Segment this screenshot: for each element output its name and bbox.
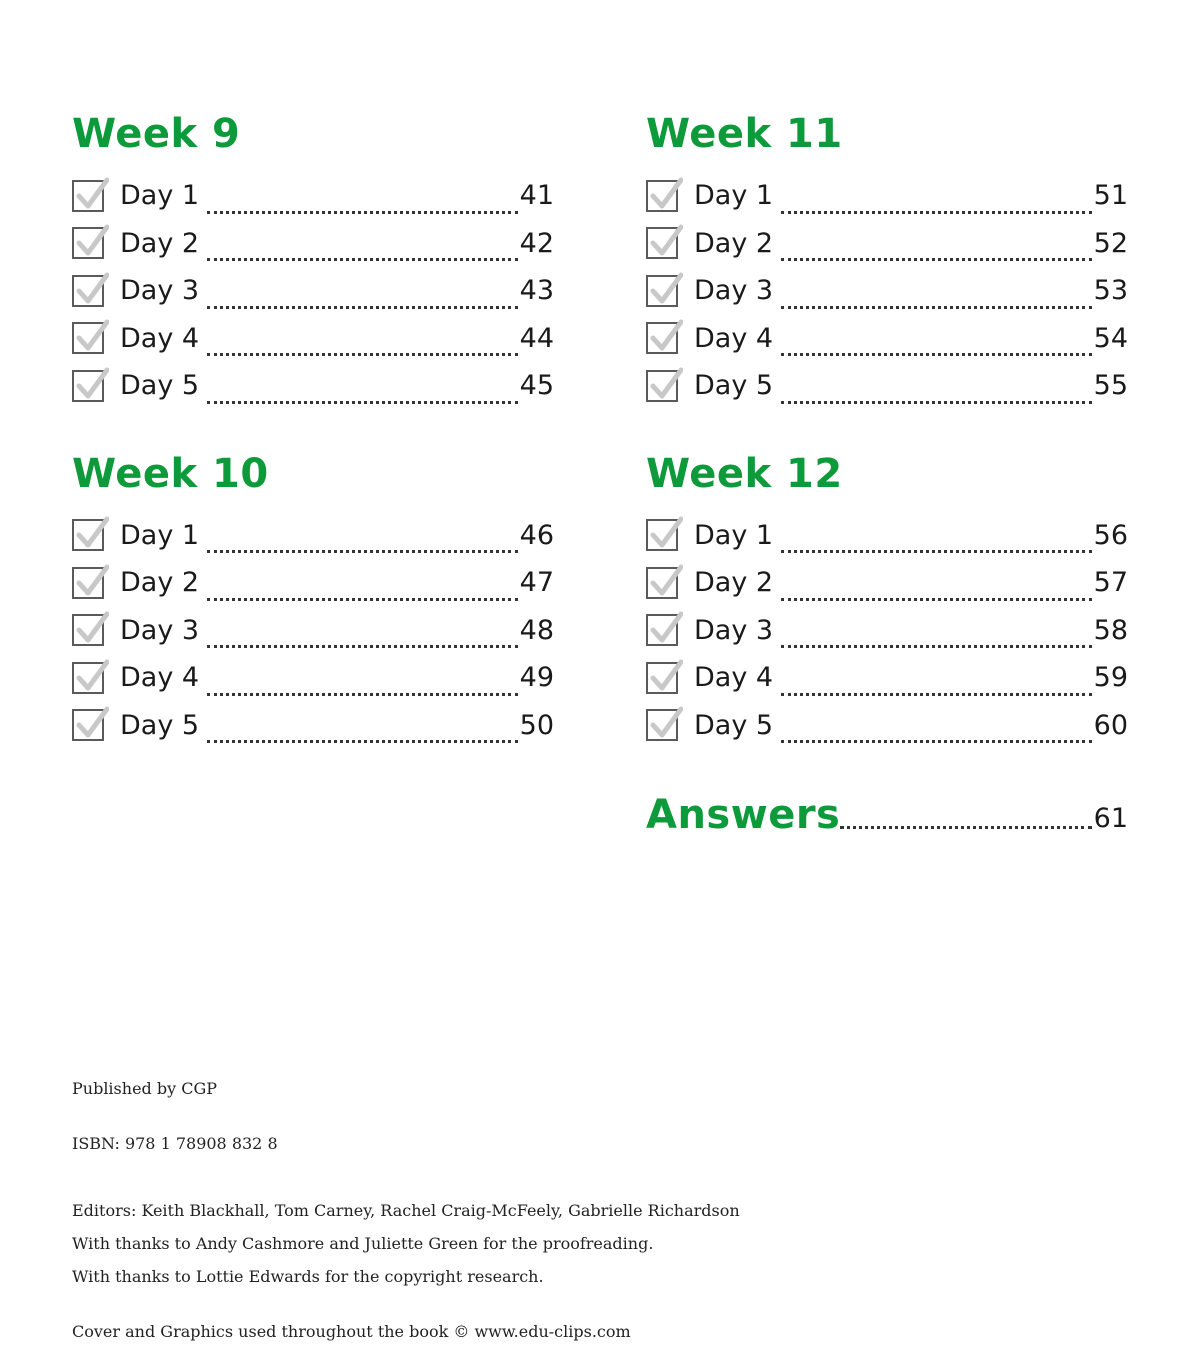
day-entry <box>72 654 554 702</box>
page-number: 41 <box>519 180 554 212</box>
day-label: Day 2 <box>694 567 774 599</box>
day-entry <box>72 315 554 363</box>
imprint <box>72 1078 740 1343</box>
week-title: Week 11 <box>646 111 843 157</box>
page-number: 51 <box>1093 180 1128 212</box>
page-number: 43 <box>519 275 554 307</box>
page-number: 53 <box>1093 275 1128 307</box>
day-label: Day 1 <box>120 519 200 551</box>
day-label: Day 4 <box>694 322 774 354</box>
answers-entry <box>646 787 1128 839</box>
checkbox-tick-icon[interactable] <box>72 662 104 694</box>
day-label: Day 2 <box>120 227 200 259</box>
day-label: Day 4 <box>120 662 200 694</box>
answers-page-number: 61 <box>1093 803 1128 834</box>
dot-leader <box>781 740 1092 743</box>
day-entry <box>72 172 554 220</box>
week-title: Week 12 <box>646 450 843 497</box>
dot-leader <box>207 693 518 696</box>
checkbox-tick-icon[interactable] <box>646 322 678 354</box>
day-label: Day 5 <box>694 370 774 402</box>
day-label: Day 1 <box>694 519 774 551</box>
day-entry <box>72 559 554 607</box>
page-number: 44 <box>519 322 554 354</box>
checkbox-tick-icon[interactable] <box>72 567 104 599</box>
day-label: Day 5 <box>694 709 774 741</box>
checkbox-tick-icon[interactable] <box>646 519 678 551</box>
checkbox-tick-icon[interactable] <box>646 662 678 694</box>
day-entry <box>646 559 1128 607</box>
checkbox-tick-icon[interactable] <box>646 275 678 307</box>
checkbox-tick-icon[interactable] <box>646 567 678 599</box>
day-entry <box>72 267 554 315</box>
dot-leader <box>207 258 518 261</box>
day-entry <box>646 315 1128 363</box>
day-entry <box>72 607 554 655</box>
week-section <box>646 448 1128 750</box>
week-section <box>72 108 554 410</box>
week-title: Week 10 <box>72 450 269 497</box>
day-entry <box>646 362 1128 410</box>
dot-leader <box>840 826 1091 829</box>
day-label: Day 3 <box>694 275 774 307</box>
dot-leader <box>781 401 1092 404</box>
page-number: 54 <box>1093 322 1128 354</box>
day-entry <box>72 702 554 750</box>
contents-column-left <box>72 108 554 787</box>
checkbox-tick-icon[interactable] <box>72 709 104 741</box>
dot-leader <box>207 550 518 553</box>
week-title: Week 9 <box>72 111 241 157</box>
cover-credit-line: Cover and Graphics used throughout the book © www.edu-clips.com <box>72 1322 631 1341</box>
day-entry <box>646 654 1128 702</box>
page-number: 42 <box>519 227 554 259</box>
checkbox-tick-icon[interactable] <box>646 370 678 402</box>
dot-leader <box>207 211 518 214</box>
dot-leader <box>207 598 518 601</box>
checkbox-tick-icon[interactable] <box>72 322 104 354</box>
day-label: Day 3 <box>120 275 200 307</box>
week-section <box>72 448 554 750</box>
page-number: 59 <box>1093 662 1128 694</box>
page-number: 50 <box>519 709 554 741</box>
dot-leader <box>207 306 518 309</box>
page-number: 55 <box>1093 370 1128 402</box>
day-entry <box>646 512 1128 560</box>
page-number: 58 <box>1093 614 1128 646</box>
dot-leader <box>781 353 1092 356</box>
page-number: 52 <box>1093 227 1128 259</box>
page-number: 49 <box>519 662 554 694</box>
page-number: 60 <box>1093 709 1128 741</box>
checkbox-tick-icon[interactable] <box>72 370 104 402</box>
copyright-line: With thanks to Lottie Edwards for the copyright research. <box>72 1267 544 1286</box>
proofreading-line: With thanks to Andy Cashmore and Juliette Green for the proofreading. <box>72 1234 654 1253</box>
week-section <box>646 108 1128 410</box>
checkbox-tick-icon[interactable] <box>646 614 678 646</box>
dot-leader <box>781 598 1092 601</box>
day-label: Day 3 <box>694 614 774 646</box>
dot-leader <box>207 645 518 648</box>
day-label: Day 4 <box>694 662 774 694</box>
dot-leader <box>781 645 1092 648</box>
day-label: Day 5 <box>120 709 200 741</box>
contents-column-right <box>646 108 1128 839</box>
dot-leader <box>781 211 1092 214</box>
page-number: 47 <box>519 567 554 599</box>
page-number: 57 <box>1093 567 1128 599</box>
publisher-line: Published by CGP <box>72 1079 218 1098</box>
dot-leader <box>781 306 1092 309</box>
day-entry <box>646 607 1128 655</box>
day-entry <box>646 702 1128 750</box>
isbn-line: ISBN: 978 1 78908 832 8 <box>72 1134 278 1153</box>
day-label: Day 1 <box>694 180 774 212</box>
checkbox-tick-icon[interactable] <box>72 275 104 307</box>
day-label: Day 1 <box>120 180 200 212</box>
answers-title: Answers <box>646 792 841 838</box>
dot-leader <box>781 693 1092 696</box>
checkbox-tick-icon[interactable] <box>72 227 104 259</box>
checkbox-tick-icon[interactable] <box>646 709 678 741</box>
page-number: 48 <box>519 614 554 646</box>
page-number: 46 <box>519 519 554 551</box>
checkbox-tick-icon[interactable] <box>646 180 678 212</box>
day-label: Day 4 <box>120 322 200 354</box>
day-entry <box>72 512 554 560</box>
dot-leader <box>781 258 1092 261</box>
checkbox-tick-icon[interactable] <box>72 519 104 551</box>
checkbox-tick-icon[interactable] <box>72 180 104 212</box>
dot-leader <box>207 353 518 356</box>
checkbox-tick-icon[interactable] <box>646 227 678 259</box>
checkbox-tick-icon[interactable] <box>72 614 104 646</box>
day-entry <box>646 267 1128 315</box>
dot-leader <box>207 740 518 743</box>
day-entry <box>72 220 554 268</box>
day-label: Day 5 <box>120 370 200 402</box>
day-entry <box>72 362 554 410</box>
day-label: Day 2 <box>694 227 774 259</box>
day-label: Day 2 <box>120 567 200 599</box>
dot-leader <box>207 401 518 404</box>
page-number: 45 <box>519 370 554 402</box>
day-entry <box>646 172 1128 220</box>
dot-leader <box>781 550 1092 553</box>
page-number: 56 <box>1093 519 1128 551</box>
day-entry <box>646 220 1128 268</box>
editors-line: Editors: Keith Blackhall, Tom Carney, Rachel Craig-McFeely, Gabrielle Richardson <box>72 1201 740 1220</box>
day-label: Day 3 <box>120 614 200 646</box>
